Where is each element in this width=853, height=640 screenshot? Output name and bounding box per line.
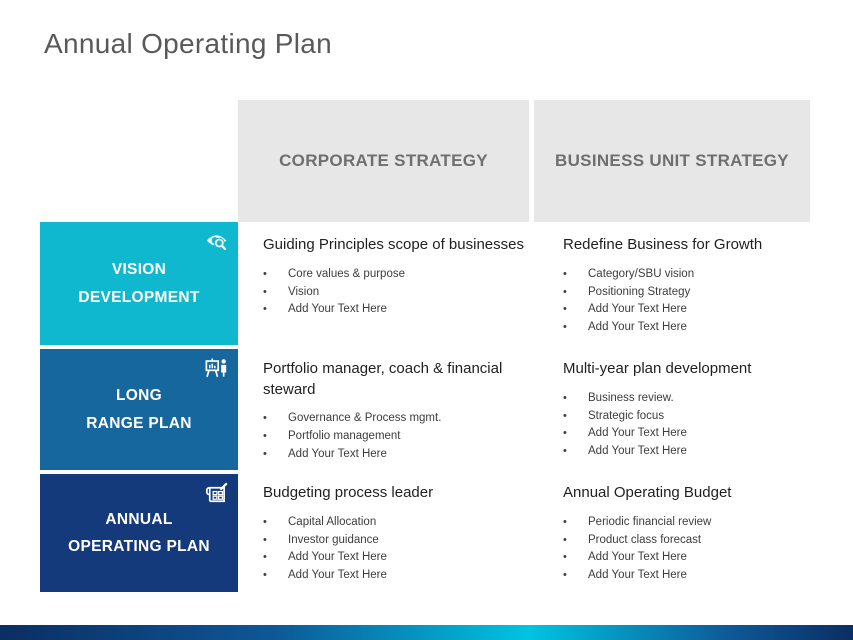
list-item: • Product class forecast (563, 533, 702, 546)
column-header-label: CORPORATE STRATEGY (279, 151, 488, 170)
cell-vision-business-unit (563, 235, 809, 338)
bullet-list (563, 515, 809, 584)
cell-heading: Annual Operating Budget (563, 484, 732, 501)
list-item: • Add Your Text Here (263, 448, 387, 461)
list-item: • Core values & purpose (263, 267, 405, 280)
cell-vision-corporate (263, 235, 525, 320)
list-item: • Portfolio management (263, 430, 401, 443)
list-item: • Governance & Process mgmt. (263, 412, 442, 425)
list-item: • Strategic focus (563, 409, 665, 422)
column-header-label: BUSINESS UNIT STRATEGY (555, 151, 789, 170)
column-header-corporate-strategy (238, 100, 529, 222)
list-item: • Business review. (563, 391, 674, 404)
cell-annual-business-unit (563, 483, 809, 586)
presentation-easel-icon (203, 356, 230, 383)
cell-heading: Portfolio manager, coach & financial steward (263, 360, 503, 398)
list-item: • Category/SBU vision (563, 267, 695, 280)
row-header-vision-development (40, 222, 238, 345)
cell-heading: Redefine Business for Growth (563, 236, 763, 253)
list-item: • Add Your Text Here (563, 551, 687, 564)
list-item: • Add Your Text Here (563, 303, 687, 316)
eye-magnifier-icon (203, 229, 230, 256)
list-item: • Positioning Strategy (563, 285, 691, 298)
row-header-label: VISION DEVELOPMENT (78, 261, 200, 306)
bullet-list (263, 267, 525, 319)
list-item: • Investor guidance (263, 533, 379, 546)
row-header-long-range-plan (40, 349, 238, 470)
list-item: • Add Your Text Here (263, 303, 387, 316)
bullet-list (563, 267, 809, 336)
list-item: • Capital Allocation (263, 515, 377, 528)
bullet-list (263, 411, 525, 463)
bullet-list (563, 391, 809, 460)
blueprint-pencil-icon (203, 481, 230, 508)
bullet-list (263, 515, 525, 584)
list-item: • Periodic financial review (563, 515, 712, 528)
column-header-business-unit-strategy (534, 100, 810, 222)
footer-gradient-bar (0, 625, 853, 640)
page-title: Annual Operating Plan (44, 28, 333, 59)
list-item: • Add Your Text Here (263, 551, 387, 564)
list-item: • Add Your Text Here (263, 569, 387, 582)
list-item: • Add Your Text Here (563, 427, 687, 440)
list-item: • Vision (263, 285, 320, 298)
row-header-label: LONG RANGE PLAN (86, 387, 192, 432)
row-header-label: ANNUAL OPERATING PLAN (68, 510, 210, 555)
cell-annual-corporate (263, 483, 525, 586)
cell-long-range-corporate (263, 359, 525, 465)
cell-heading: Budgeting process leader (263, 484, 434, 501)
list-item: • Add Your Text Here (563, 321, 687, 334)
cell-long-range-business-unit (563, 359, 809, 462)
list-item: • Add Your Text Here (563, 569, 687, 582)
cell-heading: Guiding Principles scope of businesses (263, 236, 524, 253)
cell-heading: Multi-year plan development (563, 360, 752, 377)
row-header-annual-operating-plan (40, 474, 238, 592)
list-item: • Add Your Text Here (563, 445, 687, 458)
